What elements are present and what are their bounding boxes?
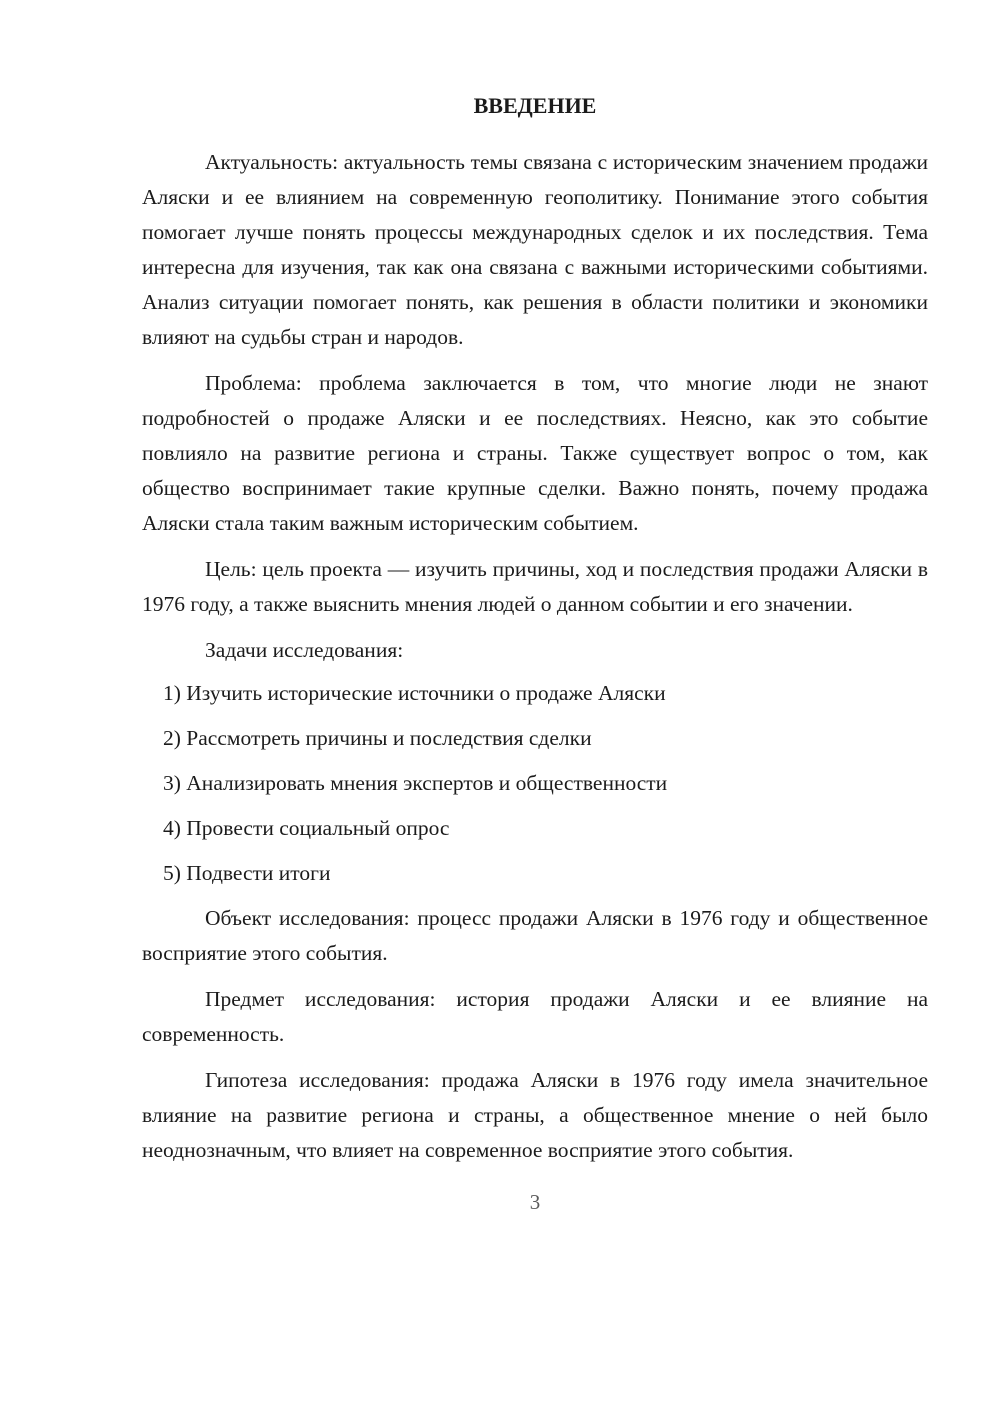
paragraph-relevance: Актуальность: актуальность темы связана с историческим значением продажи Аляски и ее влиянием на современную геополитику. Понимание этого события помогает лучше понять процессы международных сделок и их последствия. Тема интересна для изучения, так как она связана с важными историческими событиями. Анализ ситуации помогает понять, как решения в области политики и экономики влияют на судьбы стран и народов.: [142, 150, 928, 349]
paragraph-problem: Проблема: проблема заключается в том, что многие люди не знают подробностей о продаже Аляски и ее последствиях. Неясно, как это событие повлияло на развитие региона и страны. Также существует вопрос о том, как общество воспринимает такие крупные сделки. Важно понять, почему продажа Аляски стала таким важным историческим событием.: [142, 371, 928, 535]
task-item-3: 3) Анализировать мнения экспертов и общественности: [163, 771, 668, 795]
task-item-2: 2) Рассмотреть причины и последствия сделки: [163, 726, 592, 750]
paragraph-hypothesis: Гипотеза исследования: продажа Аляски в 1976 году имела значительное влияние на развитие региона и страны, а общественное мнение о ней было неоднозначным, что влияет на современное восприятие этого события.: [142, 1068, 928, 1162]
page-number: 3: [529, 1190, 541, 1214]
task-item-4: 4) Провести социальный опрос: [163, 816, 450, 840]
tasks-list: [163, 676, 928, 891]
task-item-5: 5) Подвести итоги: [163, 861, 331, 885]
task-item-1: 1) Изучить исторические источники о продаже Аляски: [163, 681, 666, 705]
document-title: ВВЕДЕНИЕ: [473, 93, 597, 118]
tasks-heading: Задачи исследования:: [205, 638, 404, 662]
paragraph-object: Объект исследования: процесс продажи Аляски в 1976 году и общественное восприятие этого события.: [142, 906, 928, 965]
paragraph-subject: Предмет исследования: история продажи Аляски и ее влияние на современность.: [142, 987, 928, 1046]
paragraph-goal: Цель: цель проекта — изучить причины, ход и последствия продажи Аляски в 1976 году, а также выяснить мнения людей о данном событии и его значении.: [142, 557, 928, 616]
